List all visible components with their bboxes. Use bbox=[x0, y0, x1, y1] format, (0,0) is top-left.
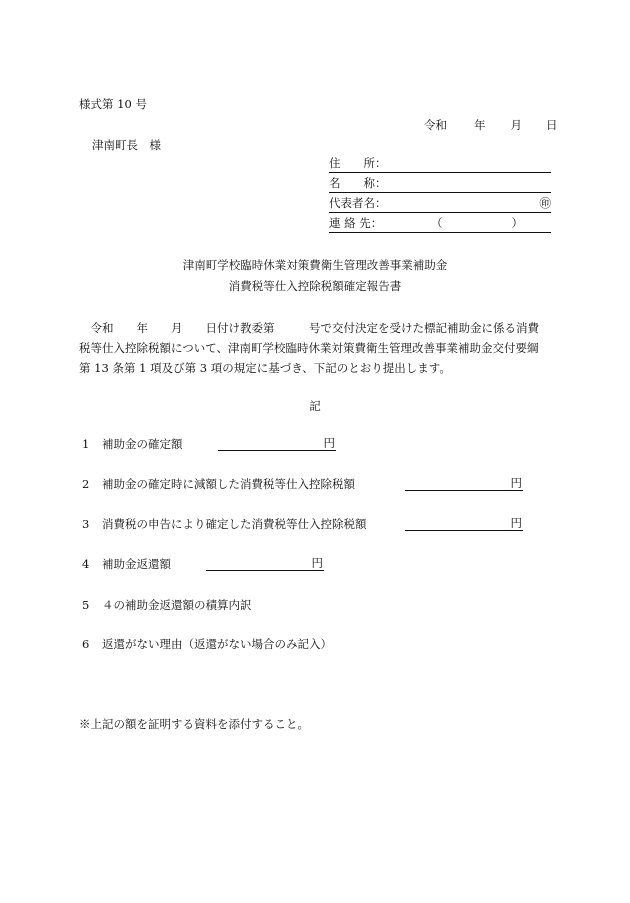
amount-blank-4[interactable] bbox=[206, 555, 324, 571]
contact-field[interactable] bbox=[329, 215, 551, 233]
item-1 bbox=[82, 437, 183, 451]
seal-mark: ㊞ bbox=[539, 196, 551, 210]
representative-field[interactable] bbox=[329, 195, 551, 213]
yen-unit: 円 bbox=[510, 476, 522, 490]
contact-label: 連 絡 先： bbox=[329, 216, 383, 230]
document-title-line2: 消費税等仕入控除税額確定報告書 bbox=[228, 279, 402, 293]
name-field[interactable] bbox=[329, 175, 551, 193]
item-3 bbox=[82, 517, 367, 531]
amount-blank-2[interactable] bbox=[405, 475, 523, 491]
contact-paren: （ ） bbox=[431, 216, 523, 230]
date-month: 月 bbox=[510, 118, 522, 132]
ki-heading: 記 bbox=[309, 399, 321, 413]
item-2 bbox=[82, 477, 355, 491]
name-label: 名 称： bbox=[329, 176, 387, 190]
item-label: 補助金の確定額 bbox=[102, 437, 183, 451]
item-label: 返還がない理由（返還がない場合のみ記入） bbox=[102, 637, 332, 651]
item-label: 補助金返還額 bbox=[102, 557, 171, 571]
item-number: 6 bbox=[82, 637, 90, 651]
yen-unit: 円 bbox=[311, 556, 323, 570]
submission-date bbox=[424, 118, 558, 132]
item-4 bbox=[82, 557, 171, 571]
item-label: 消費税の申告により確定した消費税等仕入控除税額 bbox=[102, 517, 367, 531]
representative-label: 代表者名： bbox=[329, 196, 387, 210]
yen-unit: 円 bbox=[323, 436, 335, 450]
date-day: 日 bbox=[546, 118, 558, 132]
item-label: ４の補助金返還額の積算内訳 bbox=[102, 598, 252, 612]
item-number: 5 bbox=[82, 598, 90, 612]
date-era: 令和 bbox=[424, 118, 447, 132]
item-number: 4 bbox=[82, 557, 90, 571]
item-label: 補助金の確定時に減額した消費税等仕入控除税額 bbox=[102, 477, 355, 491]
body-paragraph bbox=[79, 318, 559, 378]
item-6 bbox=[82, 637, 332, 651]
attachment-note: ※上記の額を証明する資料を添付すること。 bbox=[79, 717, 309, 731]
recipient: 津南町長 様 bbox=[92, 138, 161, 152]
address-label: 住 所： bbox=[329, 156, 387, 170]
amount-blank-3[interactable] bbox=[405, 515, 523, 531]
body-line-1: 令和 年 月 日付け教委第 号で交付決定を受けた標記補助金に係る消費 bbox=[79, 321, 539, 335]
address-field[interactable] bbox=[329, 155, 551, 173]
document-title-line1: 津南町学校臨時休業対策費衛生管理改善事業補助金 bbox=[182, 258, 448, 272]
amount-blank-1[interactable] bbox=[218, 435, 336, 451]
form-number: 様式第 10 号 bbox=[79, 97, 147, 111]
item-number: 2 bbox=[82, 477, 90, 491]
date-year: 年 bbox=[474, 118, 486, 132]
item-5 bbox=[82, 598, 252, 612]
item-number: 3 bbox=[82, 517, 90, 531]
body-line-3: 第 13 条第 1 項及び第 3 項の規定に基づき、下記のとおり提出します。 bbox=[79, 361, 451, 375]
body-line-2: 税等仕入控除税額について、津南町学校臨時休業対策費衛生管理改善事業補助金交付要綱 bbox=[79, 341, 539, 355]
item-number: 1 bbox=[82, 437, 90, 451]
yen-unit: 円 bbox=[510, 516, 522, 530]
